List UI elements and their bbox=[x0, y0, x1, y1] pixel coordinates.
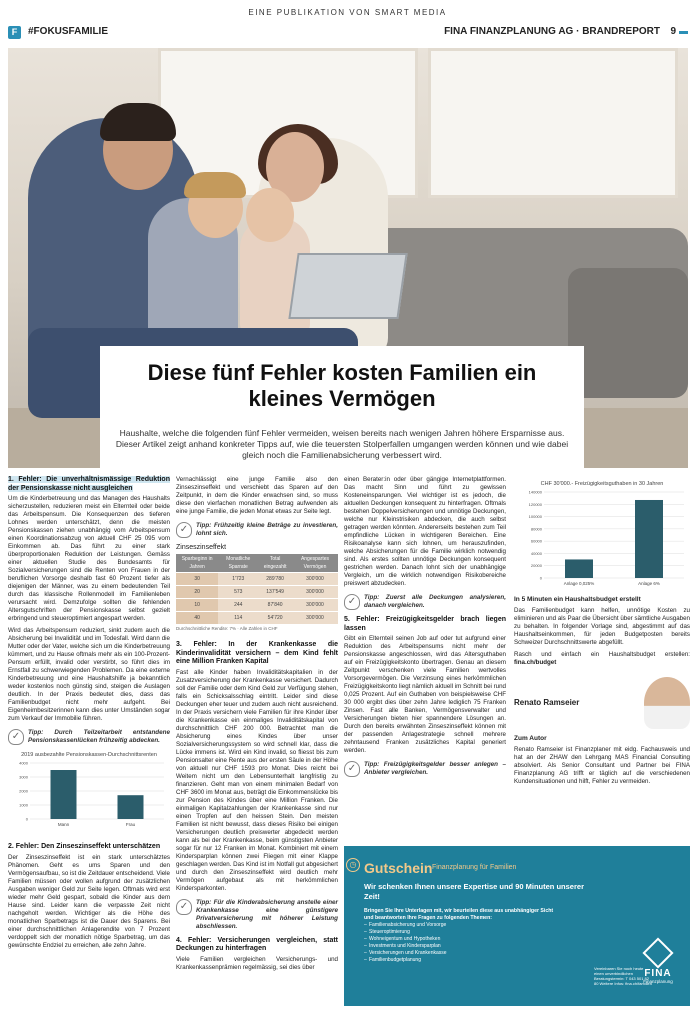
y-tick-label: 0 bbox=[539, 575, 542, 581]
table-cell: 1'723 bbox=[218, 573, 258, 586]
table-cell: 244 bbox=[218, 599, 258, 612]
lightbulb-icon: ✓ bbox=[176, 522, 192, 538]
chart-freizuegigkeit bbox=[514, 480, 690, 590]
table-cell: 54'720 bbox=[258, 612, 292, 625]
fina-logo bbox=[636, 942, 680, 984]
table-header-cell: Total eingezahlt bbox=[258, 554, 292, 573]
author-block bbox=[514, 677, 690, 729]
voucher-topic: – Wohneigentum und Hypotheken bbox=[364, 936, 564, 943]
tip-box bbox=[176, 522, 338, 538]
table-row bbox=[176, 612, 338, 625]
voucher-topic: – Steueroptimierung bbox=[364, 929, 564, 936]
tip-box bbox=[176, 899, 338, 931]
lightbulb-icon: ✓ bbox=[344, 594, 360, 610]
voucher-topic: – Investments und Kindersparplan bbox=[364, 943, 564, 950]
logo-mark bbox=[642, 937, 673, 968]
x-tick-label: Anlage 6% bbox=[638, 581, 660, 586]
table-cell: 300'000 bbox=[292, 612, 338, 625]
voucher-topic: – Familienabsicherung und Vorsorge bbox=[364, 922, 564, 929]
author-bio: Renato Ramseier ist Finanzplaner mit eidg. Fachausweis und hat an der ZHAW den Lehrgang MAS Financial Consulting absolviert. Als Senior Consultant und Partner bei FINA Finanzplanung AG trifft er täglich auf die verschiedenen Kundensituationen und hilft, Fehler zu vermeiden. bbox=[514, 746, 690, 785]
brandreport-label: FINA FINANZPLANUNG AG · BRANDREPORT bbox=[444, 26, 660, 37]
voucher-heading: Gutschein bbox=[364, 860, 433, 876]
y-tick-label: 4000 bbox=[19, 760, 28, 766]
table-cell: 289'780 bbox=[258, 573, 292, 586]
heading-error-1: 1. Fehler: Die unverhältnismässige Reduktion der Pensionskasse nicht ausgleichen bbox=[8, 476, 170, 492]
lightbulb-icon: ✓ bbox=[8, 729, 24, 745]
logo-text: FINA bbox=[644, 968, 672, 979]
table-title: Zinseszinseffekt bbox=[176, 544, 227, 551]
son-hair bbox=[184, 172, 246, 198]
paragraph: einen Berater:in oder über gängige Internetplattformen. Das macht Sinn und führt zu gewissen Kosteneinsparungen. Viel wichtiger ist es jedoch, die aktuellen Deckungen konsequent zu hinterfragen. Oftmals bestehen Doppelversicherungen und unnötige Deckungen, welche nur Kleinstrisiken abdecken, die auch selbst getragen werden könnten. Andererseits bestehen zum Teil empfindliche Lücken in wichtigeren Bereichen. Eine Risikoanalyse kann sich lohnen, um herauszufinden, welche Absicherungen für die Familie wirklich notwendig sind. Als erstes sollten unnötige Deckungen konsequent gestrichen werden. Danach lohnt sich der unabhängige Vergleich, um die wirklich notwendigen Risikobereiche preiswert abzudecken. bbox=[344, 476, 506, 587]
table-body bbox=[176, 573, 338, 625]
voucher-topic: – Familienbudgetplanung bbox=[364, 957, 564, 964]
voucher-offer: Wir schenken Ihnen unsere Expertise und 90 Minuten unserer Zeit! bbox=[364, 882, 584, 901]
paragraph: Rasch und einfach ein Haushaltsbudget erstellen: fina.ch/budget bbox=[514, 651, 690, 666]
voucher-topic-list bbox=[364, 922, 564, 964]
bar bbox=[51, 770, 77, 819]
paragraph: Gibt ein Elternteil seinen Job auf oder tut aufgrund einer Reduktion des Arbeitspensums nicht mehr der Pensionskasse angeschlossen, wird das Altersguthaben auf ein Freizügigkeitskonto übertragen. Genau an diesem Zeitpunkt verschenken viele Familien wertvolles Vorsorgevermögen. Die Verzinsung eines herkömmlichen Freizügigkeitskonto liegt nämlich aktuell im Schnitt bei rund 0,025 Prozent. Auf ein Guthaben von beispielsweise CHF 30 000 ergibt dies über zehn Jahre lediglich 75 Franken Zinsen. Fast alle Banken, Vermögensverwalter und Versicherungen bieten hier spannendere Lösungen an. Durch den bereits erwähnten Zinseszinseffekt können mit der passenden Anlagestrategie schnell mehrere zehntausend Franken zusätzliches Kapital generiert werden. bbox=[344, 635, 506, 754]
voucher-box bbox=[344, 846, 690, 1006]
table-cell: 137'549 bbox=[258, 586, 292, 599]
sofa-arm bbox=[568, 268, 688, 398]
paragraph: Viele Familien vergleichen Versicherungs- und Krankenkassenprämien regelmässig, sei dies über bbox=[176, 955, 338, 971]
paragraph: Der Zinseszinseffekt ist ein stark unterschätztes Phänomen. Geht es ums Sparen und den Vermögensaufbau, so ist die Zeitdauer entscheidend. Viele Familien müssen oder wollen aufgrund der zusätzlichen Ausgaben weniger Geld zur Seite legen. Oftmals wird erst wieder mehr Geld gespart, sobald die Kinder aus dem Hause sind. Leider kann die verpasste Zeit nicht nachgeholt werden. Wichtiger als die Höhe des monatlichen Sparbetrags ist die Dauer des Sparens. Bei einer durchschnittlichen Anlagerendite von 7 Prozent verdoppelt sich der monatlich nötige Sparbetrag, um das gewünschte Endziel zu erreichen, alle zehn Jahre. bbox=[8, 853, 170, 949]
bar bbox=[118, 795, 144, 819]
article-lead: Haushalte, welche die folgenden fünf Fehler vermeiden, weisen bereits nach wenigen Jahren höhere Ersparnisse aus. Dieser Artikel zeigt anhand konkreter Tipps auf, wie die teuersten Stolperfallen umgangen werden können und wie dabei gleich noch die Familienabsicherung verbessert wird. bbox=[115, 428, 569, 460]
lightbulb-icon: ✓ bbox=[344, 761, 360, 777]
table-note: Durchschnittliche Rendite: 7% · Alle Zahlen in CHF bbox=[176, 626, 278, 631]
chart-pension bbox=[8, 751, 170, 833]
y-tick-label: 3000 bbox=[19, 774, 28, 780]
tip-box bbox=[344, 594, 506, 610]
table-cell: 300'000 bbox=[292, 586, 338, 599]
heading-error-4: 4. Fehler: Versicherungen vergleichen, statt Deckungen zu hinterfragen bbox=[176, 936, 338, 952]
bar bbox=[565, 559, 593, 578]
y-tick-label: 40000 bbox=[530, 550, 542, 556]
column-1 bbox=[8, 476, 170, 954]
bar bbox=[635, 500, 663, 578]
x-tick-label: Mann bbox=[57, 822, 70, 827]
paragraph: Wird das Arbeitspensum reduziert, sinkt zudem auch die Absicherung bei Invalidität und im Todesfall. Wird dann die Mutter oder der Vater, welche sich um die Kinderbetreuung kümmert, und zu Hause oftmals mehr als ein 100-Prozent-Pensum erfüllt, invalid oder verstirbt, so führt dies im Ernstfall zu schwerwiegenden Problemen. Da eine externe Kinderbetreuung und eine Haushaltshilfe ja bekanntlich weder kostenlos noch günstig sind, steigen die Auslagen deutlich. In der Praxis bedeutet dies, dass das Familienbudget nicht mehr aufgeht. Bei Eigenheimbesitzerinnen kann dies unter Umständen sogar zum Verkauf der Immobilie führen. bbox=[8, 627, 170, 722]
section-badge: F bbox=[8, 26, 21, 39]
publication-line: EINE PUBLIKATION VON SMART MEDIA bbox=[248, 8, 447, 17]
voucher-topic: – Versicherungen und Krankenkasse bbox=[364, 950, 564, 957]
tip-text: Tipp: Zuerst alle Deckungen analysieren, danach vergleichen. bbox=[364, 594, 506, 609]
section-hashtag: #FOKUSFAMILIE bbox=[28, 26, 109, 37]
table-header-cell: Angespartes Vermögen bbox=[292, 554, 338, 573]
y-tick-label: 2000 bbox=[19, 788, 28, 794]
tip-box bbox=[8, 729, 170, 745]
table-cell: 300'000 bbox=[292, 573, 338, 586]
tip-box bbox=[344, 761, 506, 777]
table-header-cell: Sparbeginn in Jahren bbox=[176, 554, 218, 573]
laptop bbox=[288, 253, 407, 319]
paragraph: Das Familienbudget kann helfen, unnötige Kosten zu eliminieren und als Paar die Übersicht über sämtliche Ausgaben zu behalten. In folgender Vorlage sind, abgestimmt auf das Haushaltseinkommen, für jeden Budgetposten bereits Schweizer Durchschnittswerte abgefüllt. bbox=[514, 607, 690, 646]
daughter-head bbox=[246, 188, 294, 242]
compound-interest-table bbox=[176, 554, 338, 624]
y-tick-label: 120000 bbox=[528, 501, 542, 507]
y-tick-label: 140000 bbox=[528, 489, 542, 495]
chart-svg bbox=[514, 488, 690, 588]
paragraph: Um die Kinderbetreuung und das Managen des Haushalts sicherzustellen, reduzieren meist ein Elternteil oder beide das Arbeitspensum. Die Konsequenzen des tieferen Lohnes werden unterschätzt, denn die meisten Pensionskassen ziehen unabhängig vom Arbeitspensum einen Koordinationsabzug von aktuell CHF 25 095 vom Einkommen ab. Das führt zu einer stark überproportionalen Reduktion der Leistungen. Gemäss einer aktuellen Studie des Bundesamts für Sozialversicherungen sind die Renten von Frauen in der beruflichen Vorsorge deshalb fast 60 Prozent tiefer als diejenigen der Männer, was zu einem bedeutenden Teil durch das klassische Rollenmodell im Familienleben verursacht wird. Demzufolge sollten die fehlenden Altersgutschriften der Pensionskasse selbst gezielt erbringend und steueroptimiert angespart werden. bbox=[8, 495, 170, 622]
article-title: Diese fünf Fehler kosten Familien ein kleines Vermögen bbox=[147, 360, 537, 411]
budget-box-title: In 5 Minuten ein Haushaltsbudget erstellt bbox=[514, 596, 641, 603]
paragraph: Vernachlässigt eine junge Familie also den Zinseszinseffekt und verschiebt das Sparen auf den Zeitpunkt, in dem die Kinder erwachsen sind, so muss diese den vierfachen monatlichen Betrag aufwenden als eine junge Familie, die jeden Monat etwas zur Seite legt. bbox=[176, 476, 338, 515]
accent-dash bbox=[679, 31, 688, 34]
tip-text: Tipp: Für die Kinderabsicherung anstelle einer Krankenkasse eine günstigere Privatversicherung mit höherer Leistung abschliessen. bbox=[196, 898, 338, 930]
voucher-contact: Vereinbaren Sie noch heute einen unverbindlichen Beratungstermin: T 043 501 82 80 Weitere Infos: fina.ch/familien bbox=[594, 966, 652, 986]
table-row bbox=[176, 586, 338, 599]
chart-title: CHF 30'000.- Freizügigkeitsguthaben in 30 Jahren bbox=[540, 481, 664, 487]
table-cell: 114 bbox=[218, 612, 258, 625]
table-cell: 573 bbox=[218, 586, 258, 599]
paragraph: Fast alle Kinder haben Invaliditätskapitalien in der Zusatzversicherung der Krankenkasse versichert. Dadurch soll der Familie oder dem Kind Geld zur Verfügung stehen, falls ein Schicksalsschlag eintritt. Leider sind diese Deckungen eher teuer und zudem auch nicht ausreichend. In der Praxis versichern viele Familien für ihre Kinder über die Krankenkasse ein einmaliges Invaliditätskapital von durchschnittlich CHF 200 000. Betrachtet man die Absicherung eines Kindes über unser Sozialversicherungssystem so wird schnell klar, dass die Lücke immens ist. Wird ein Kind invalid, so fliesst bis zum Pensionsalter eine Rente aus der ersten Säule in der Höhe von aktuell nur CHF 1593 pro Monat. Dies reicht bei Weitem nicht um den Lebensunterhalt langfristig zu finanzieren. Geht man von einem minimalen Bedarf von CHF 3600 im Monat aus, beträgt die Einkommenslücke bis zur Pension des Kindes über eine Million Franken. Die einmaligen Kapitalzahlungen der Krankenkasse sind nur einen Tropfen auf den heissen Stein. Den meisten Familien ist nicht bewusst, dass dieses Risiko bei einigen Versicherungen deutlich preiswerter abgedeckt werden kann als bei der Krankenkasse, beim günstigsten Anbieter sogar für nur 12 Franken im Monat. Kombiniert mit einem Kindersparplan können zwei Fliegen mit einer Klappe geschlagen werden. Das Kind ist im Notfall gut abgesichert und durch den Zinseszinseffekt wird deutlich mehr Vermögen aufgebaut als mit herkömmlichen Kindersparkonten. bbox=[176, 668, 338, 892]
heading-error-3: 3. Fehler: In der Krankenkasse die Kinderinvalidität versichern – dem Kind fehlt eine Million Franken Kapital bbox=[176, 641, 338, 665]
table-cell: 10 bbox=[176, 599, 218, 612]
table-cell: 20 bbox=[176, 586, 218, 599]
heading-error-2: 2. Fehler: Den Zinseszinseffekt unterschätzen bbox=[8, 843, 161, 850]
table-cell: 40 bbox=[176, 612, 218, 625]
table-row bbox=[176, 573, 338, 586]
window bbox=[428, 48, 678, 198]
lightbulb-icon: ✓ bbox=[176, 899, 192, 915]
father-hair bbox=[100, 103, 176, 141]
voucher-subheading: Finanzplanung für Familien bbox=[432, 864, 517, 871]
column-4 bbox=[514, 476, 690, 790]
x-tick-label: Frau bbox=[125, 822, 136, 827]
column-2 bbox=[176, 476, 338, 976]
table-header-row bbox=[176, 554, 338, 573]
budget-link[interactable]: fina.ch/budget bbox=[514, 659, 557, 666]
logo-subtext: Finanzplanung bbox=[643, 979, 673, 984]
table-cell: 30 bbox=[176, 573, 218, 586]
tip-text: Tipp: Frühzeitig kleine Beträge zu investieren, lohnt sich. bbox=[196, 522, 338, 537]
author-name: Renato Ramseier bbox=[514, 698, 580, 707]
tip-text: Tipp: Durch Teilzeitarbeit entstandene Pensionskassenlücken frühzeitig abdecken. bbox=[28, 729, 170, 744]
table-cell: 87'840 bbox=[258, 599, 292, 612]
x-tick-label: Anlage 0,025% bbox=[563, 581, 595, 586]
author-avatar bbox=[644, 677, 690, 729]
voucher-topics bbox=[364, 908, 564, 964]
chart-title: 2019 ausbezahlte Pensionskassen-Durchschnittsrenten bbox=[21, 752, 157, 758]
y-tick-label: 80000 bbox=[530, 526, 542, 532]
page-number: 9 bbox=[670, 26, 676, 37]
column-3 bbox=[344, 476, 506, 783]
table-cell: 300'000 bbox=[292, 599, 338, 612]
tip-text: Tipp: Freizügigkeitsgelder besser anlegen – Anbieter vergleichen. bbox=[364, 761, 506, 776]
author-heading: Zum Autor bbox=[514, 735, 547, 742]
voucher-intro: Bringen Sie Ihre Unterlagen mit, wir beurteilen diese aus unabhängiger Sicht und beantworten Ihre Fragen zu folgenden Themen: bbox=[364, 908, 554, 921]
chart-svg bbox=[8, 759, 170, 829]
table-row bbox=[176, 599, 338, 612]
y-tick-label: 0 bbox=[25, 816, 28, 822]
table-header-cell: Monatliche Sparrate bbox=[218, 554, 258, 573]
y-tick-label: 60000 bbox=[530, 538, 542, 544]
clock-icon: ◷ bbox=[346, 858, 360, 872]
page-header bbox=[8, 26, 688, 40]
y-tick-label: 100000 bbox=[528, 514, 542, 520]
y-tick-label: 20000 bbox=[530, 563, 542, 569]
heading-error-5: 5. Fehler: Freizügigkeitsgelder brach liegen lassen bbox=[344, 616, 506, 632]
y-tick-label: 1000 bbox=[19, 802, 28, 808]
